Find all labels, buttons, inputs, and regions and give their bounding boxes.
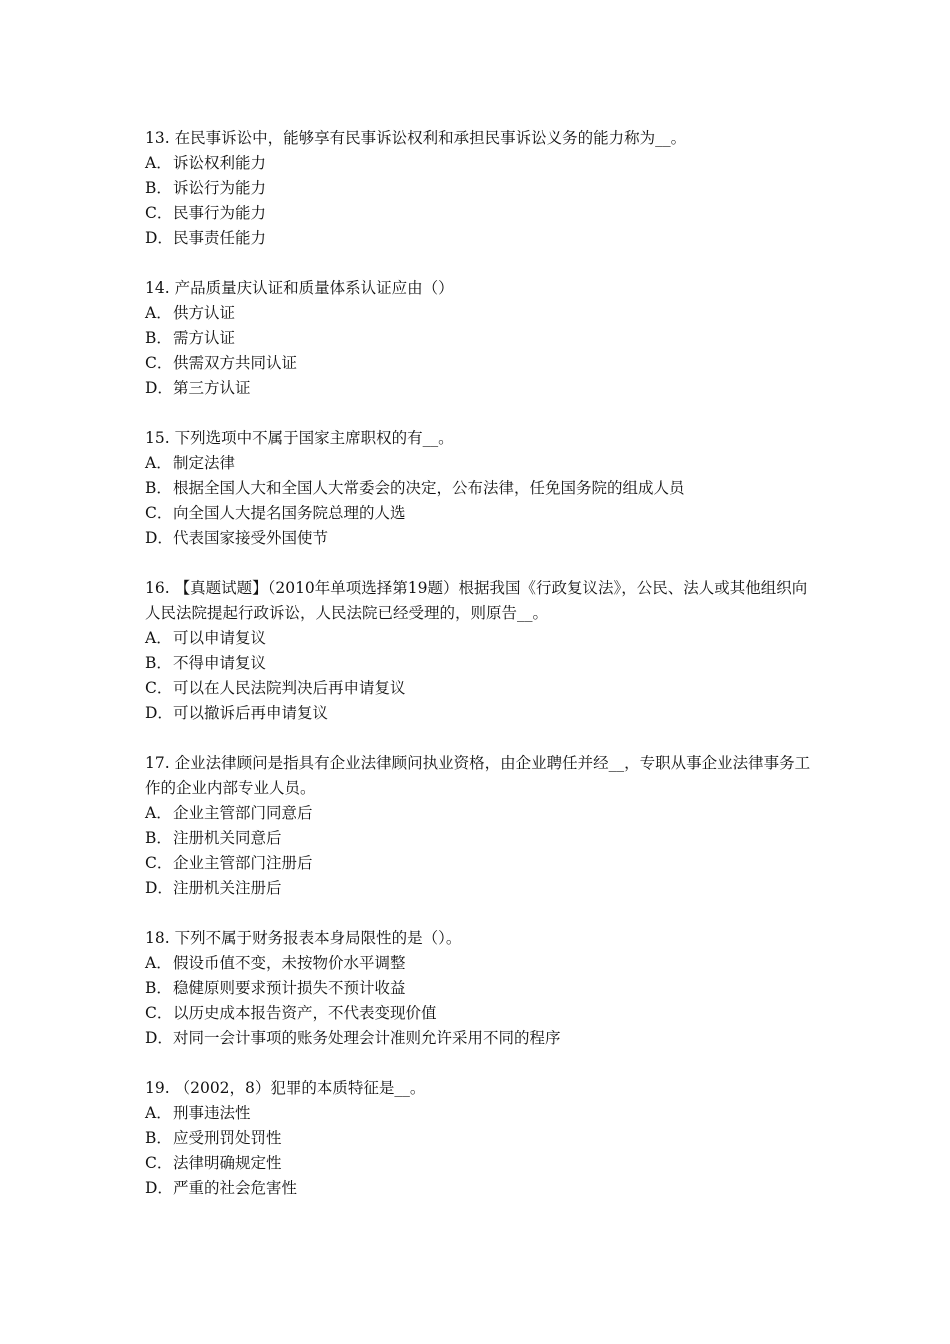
option-text: 供需双方共同认证 bbox=[173, 354, 298, 372]
question-text: 下列选项中不属于国家主席职权的有__。 bbox=[174, 429, 454, 447]
option-text: 企业主管部门同意后 bbox=[173, 804, 313, 822]
question-text: 下列不属于财务报表本身局限性的是（）。 bbox=[174, 929, 462, 947]
question-stem bbox=[145, 926, 815, 951]
question-stem bbox=[145, 751, 815, 801]
option-b bbox=[145, 476, 815, 501]
option-letter: A． bbox=[145, 629, 172, 647]
option-letter: A． bbox=[145, 954, 172, 972]
option-a bbox=[145, 451, 815, 476]
option-text: 需方认证 bbox=[173, 329, 236, 347]
option-text: 注册机关注册后 bbox=[173, 879, 282, 897]
option-text: 不得申请复议 bbox=[173, 654, 267, 672]
question-text: 企业法律顾问是指具有企业法律顾问执业资格，由企业聘任并经__，专职从事企业法律事务工作的企业内部专业人员。 bbox=[145, 754, 811, 797]
option-a bbox=[145, 301, 815, 326]
question-number: 18. bbox=[145, 929, 170, 947]
option-a bbox=[145, 626, 815, 651]
option-letter: A． bbox=[145, 454, 172, 472]
option-letter: C． bbox=[145, 354, 173, 372]
option-c bbox=[145, 501, 815, 526]
option-a bbox=[145, 1101, 815, 1126]
option-a bbox=[145, 951, 815, 976]
option-text: 第三方认证 bbox=[173, 379, 251, 397]
option-c bbox=[145, 1001, 815, 1026]
option-text: 严重的社会危害性 bbox=[173, 1179, 298, 1197]
option-letter: B． bbox=[145, 1129, 172, 1147]
option-text: 民事责任能力 bbox=[173, 229, 267, 247]
option-b bbox=[145, 326, 815, 351]
option-text: 可以在人民法院判决后再申请复议 bbox=[173, 679, 406, 697]
option-b bbox=[145, 176, 815, 201]
option-text: 稳健原则要求预计损失不预计收益 bbox=[173, 979, 406, 997]
option-text: 诉讼权利能力 bbox=[173, 154, 267, 172]
option-text: 注册机关同意后 bbox=[173, 829, 282, 847]
option-c bbox=[145, 351, 815, 376]
option-d bbox=[145, 376, 815, 401]
option-c bbox=[145, 201, 815, 226]
option-text: 假设币值不变，未按物价水平调整 bbox=[173, 954, 406, 972]
question-text: （2002，8）犯罪的本质特征是__。 bbox=[174, 1079, 426, 1097]
option-d bbox=[145, 701, 815, 726]
question-stem bbox=[145, 126, 815, 151]
option-letter: D． bbox=[145, 379, 173, 397]
option-text: 供方认证 bbox=[173, 304, 236, 322]
option-text: 民事行为能力 bbox=[173, 204, 267, 222]
option-b bbox=[145, 826, 815, 851]
question-17 bbox=[145, 751, 815, 901]
question-stem bbox=[145, 576, 815, 626]
option-a bbox=[145, 151, 815, 176]
option-letter: C． bbox=[145, 204, 173, 222]
question-16 bbox=[145, 576, 815, 726]
option-letter: C． bbox=[145, 854, 173, 872]
option-letter: C． bbox=[145, 679, 173, 697]
option-text: 企业主管部门注册后 bbox=[173, 854, 313, 872]
question-19 bbox=[145, 1076, 815, 1201]
option-letter: B． bbox=[145, 179, 172, 197]
option-letter: B． bbox=[145, 654, 172, 672]
option-d bbox=[145, 876, 815, 901]
option-letter: C． bbox=[145, 1004, 173, 1022]
option-text: 向全国人大提名国务院总理的人选 bbox=[173, 504, 406, 522]
option-letter: A． bbox=[145, 154, 172, 172]
question-number: 17. bbox=[145, 754, 170, 772]
question-text: 在民事诉讼中，能够享有民事诉讼权利和承担民事诉讼义务的能力称为__。 bbox=[174, 129, 687, 147]
option-d bbox=[145, 526, 815, 551]
question-number: 15. bbox=[145, 429, 170, 447]
option-text: 对同一会计事项的账务处理会计准则允许采用不同的程序 bbox=[173, 1029, 561, 1047]
option-letter: D． bbox=[145, 529, 173, 547]
option-letter: C． bbox=[145, 1154, 173, 1172]
option-c bbox=[145, 676, 815, 701]
option-c bbox=[145, 851, 815, 876]
question-stem bbox=[145, 276, 815, 301]
question-text: 产品质量庆认证和质量体系认证应由（） bbox=[174, 279, 454, 297]
option-text: 以历史成本报告资产，不代表变现价值 bbox=[173, 1004, 437, 1022]
option-b bbox=[145, 1126, 815, 1151]
option-letter: B． bbox=[145, 829, 172, 847]
question-14 bbox=[145, 276, 815, 401]
question-number: 13. bbox=[145, 129, 170, 147]
option-c bbox=[145, 1151, 815, 1176]
option-d bbox=[145, 226, 815, 251]
option-text: 根据全国人大和全国人大常委会的决定，公布法律，任免国务院的组成人员 bbox=[173, 479, 685, 497]
option-b bbox=[145, 976, 815, 1001]
option-text: 诉讼行为能力 bbox=[173, 179, 267, 197]
option-letter: D． bbox=[145, 704, 173, 722]
question-number: 14. bbox=[145, 279, 170, 297]
question-13 bbox=[145, 126, 815, 251]
option-letter: D． bbox=[145, 229, 173, 247]
question-number: 19. bbox=[145, 1079, 170, 1097]
option-letter: A． bbox=[145, 1104, 172, 1122]
question-text: 【真题试题】（2010年单项选择第19题）根据我国《行政复议法》，公民、法人或其他组织向人民法院提起行政诉讼，人民法院已经受理的，则原告__。 bbox=[145, 579, 808, 622]
option-d bbox=[145, 1026, 815, 1051]
question-list bbox=[145, 126, 815, 1226]
question-number: 16. bbox=[145, 579, 170, 597]
option-letter: C． bbox=[145, 504, 173, 522]
option-text: 刑事违法性 bbox=[173, 1104, 251, 1122]
option-text: 应受刑罚处罚性 bbox=[173, 1129, 282, 1147]
option-letter: B． bbox=[145, 329, 172, 347]
option-letter: D． bbox=[145, 1179, 173, 1197]
question-stem bbox=[145, 426, 815, 451]
question-18 bbox=[145, 926, 815, 1051]
option-letter: B． bbox=[145, 479, 172, 497]
option-text: 法律明确规定性 bbox=[173, 1154, 282, 1172]
option-letter: B． bbox=[145, 979, 172, 997]
question-stem bbox=[145, 1076, 815, 1101]
option-letter: A． bbox=[145, 804, 172, 822]
option-a bbox=[145, 801, 815, 826]
option-letter: A． bbox=[145, 304, 172, 322]
option-text: 代表国家接受外国使节 bbox=[173, 529, 329, 547]
option-letter: D． bbox=[145, 879, 173, 897]
option-b bbox=[145, 651, 815, 676]
option-letter: D． bbox=[145, 1029, 173, 1047]
option-text: 可以撤诉后再申请复议 bbox=[173, 704, 329, 722]
option-d bbox=[145, 1176, 815, 1201]
question-15 bbox=[145, 426, 815, 551]
option-text: 可以申请复议 bbox=[173, 629, 267, 647]
option-text: 制定法律 bbox=[173, 454, 236, 472]
